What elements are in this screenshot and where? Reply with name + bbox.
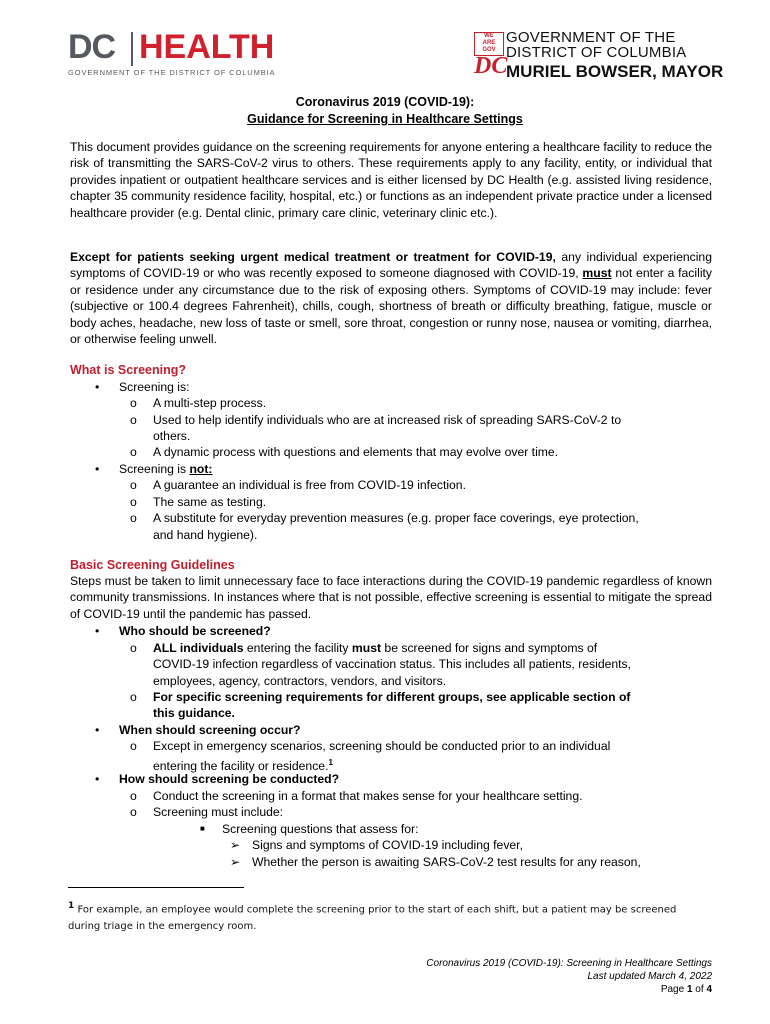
not-item-3: A substitute for everyday prevention measures (e.g. proper face coverings, eye protection, — [153, 511, 639, 525]
how-answer-1: Conduct the screening in a format that makes sense for your healthcare setting. — [153, 789, 583, 803]
page-prefix: Page — [660, 984, 687, 995]
footnote — [68, 898, 708, 935]
how-sub-sub-item-1: Signs and symptoms of COVID-19 including fever, — [252, 838, 523, 852]
who-answer-mid: entering the facility — [243, 641, 352, 655]
hollow-bullet-icon: o — [130, 495, 137, 509]
how-sub-item: Screening questions that assess for: — [222, 822, 419, 836]
when-question: When should screening occur? — [119, 723, 301, 737]
hollow-bullet-icon: o — [130, 789, 137, 803]
gov-logo-mayor: MURIEL BOWSER, MAYOR — [506, 62, 724, 81]
not-item-1: A guarantee an individual is free from COVID-19 infection. — [153, 478, 466, 492]
is-item-2-cont: others. — [153, 429, 191, 443]
gov-logo-dc-mark: DC — [474, 53, 508, 79]
who-question: Who should be screened? — [119, 624, 271, 638]
bullet-dot-icon: • — [95, 772, 100, 786]
bullet-dot-icon: • — [95, 624, 100, 638]
bullet-dot-icon: • — [95, 723, 100, 737]
bullet-dot-icon: • — [95, 380, 100, 394]
document-title: Coronavirus 2019 (COVID-19): — [295, 95, 475, 109]
who-must: must — [351, 641, 382, 655]
exception-must: must — [582, 266, 612, 281]
arrowhead-bullet-icon: ➢ — [230, 855, 241, 869]
not-item-2: The same as testing. — [153, 495, 267, 509]
how-question: How should screening be conducted? — [119, 772, 340, 786]
dc-logo-divider — [131, 32, 133, 66]
who-specific-line1: For specific screening requirements for different groups, see applicable section of — [153, 690, 631, 704]
footnote-text: For example, an employee would complete the screening prior to the start of each shift, but a patient may be screened during triage in the emergency room. — [68, 904, 677, 933]
not-item-3-cont: and hand hygiene). — [153, 528, 258, 542]
screening-is-not-prefix: Screening is — [119, 462, 190, 476]
arrowhead-bullet-icon: ➢ — [230, 838, 241, 852]
hollow-bullet-icon: o — [130, 478, 137, 492]
what-is-screening-heading: What is Screening? — [70, 363, 186, 377]
footer-page-number — [661, 984, 712, 997]
hollow-bullet-icon: o — [130, 739, 137, 753]
is-item-3: A dynamic process with questions and elements that may evolve over time. — [153, 445, 559, 459]
exception-text-2: not enter a facility or residence under any circumstance due to the risk of exposing others. Symptoms of COVID-19 may include: fever (subjective or 100.4 degrees Fahrenheit), chills, cough, shortness of breath or difficulty breathing, fatigue, muscle or body aches, headache, new loss of taste or smell, sore throat, congestion or runny nose, nausea or vomiting, diarrhea, or otherwise feeling unwell. — [70, 266, 713, 347]
intro-paragraph: This document provides guidance on the screening requirements for anyone entering a healthcare facility to reduce the risk of transmitting the SARS-CoV-2 virus to others. These requirements apply to any facility, entity, or individual that provides inpatient or outpatient healthcare services and is either licensed by DC Health (e.g. assisted living residence, chapter 35 community residence facility, hospital, etc.) or functions as an independent private practice under a licensed healthcare provider (e.g. Dental clinic, primary care clinic, veterinary clinic etc.). — [70, 140, 712, 220]
when-answer-line1: Except in emergency scenarios, screening should be conducted prior to an individual — [153, 739, 611, 753]
how-sub-sub-item-2: Whether the person is awaiting SARS-CoV-2 test results for any reason, — [252, 855, 641, 869]
who-answer-line3: employees, agency, contractors, vendors, and visitors. — [153, 674, 447, 688]
dc-logo-health: HEALTH — [139, 28, 275, 66]
hollow-bullet-icon: o — [130, 413, 137, 427]
square-bullet-icon: ■ — [200, 824, 205, 833]
dc-government-logo — [474, 30, 734, 82]
is-item-1: A multi-step process. — [153, 396, 267, 410]
basic-guidelines-paragraph: Steps must be taken to limit unnecessary face to face interactions during the COVID-19 pandemic regardless of known community transmissions. In instances where that is not possible, effective screening is essential to mitigate the spread of COVID-19 until the pandemic has passed. — [70, 574, 712, 621]
page-total: 4 — [706, 984, 712, 995]
hollow-bullet-icon: o — [130, 396, 137, 410]
footnote-number: 1 — [68, 901, 75, 911]
who-answer-line1 — [153, 640, 597, 656]
page-of: of — [692, 984, 707, 995]
who-all-individuals: ALL individuals — [153, 641, 244, 655]
document-subtitle-text: Guidance for Screening in Healthcare Settings — [247, 112, 523, 126]
bullet-dot-icon: • — [95, 462, 100, 476]
hollow-bullet-icon: o — [130, 690, 137, 704]
who-answer-line2: COVID-19 infection regardless of vaccination status. This includes all patients, residents, — [153, 657, 632, 671]
bullet-screening-is — [95, 379, 99, 395]
is-item-2: Used to help identify individuals who are at increased risk of spreading SARS-CoV-2 to — [153, 413, 622, 427]
gov-logo-line1: GOVERNMENT OF THE — [506, 29, 676, 46]
gov-logo-line2: DISTRICT OF COLUMBIA — [506, 44, 687, 61]
hollow-bullet-icon: o — [130, 805, 137, 819]
hollow-bullet-icon: o — [130, 511, 137, 525]
dc-logo-dc: DC — [68, 28, 116, 66]
footnote-ref[interactable]: 1 — [328, 758, 333, 767]
screening-not-word: not: — [189, 462, 213, 476]
footer-doc-title: Coronavirus 2019 (COVID-19): Screening in Healthcare Settings — [426, 958, 712, 969]
who-answer-rest: be screened for signs and symptoms of — [381, 641, 598, 655]
footer-last-updated: Last updated March 4, 2022 — [587, 971, 712, 982]
hollow-bullet-icon: o — [130, 641, 137, 655]
screening-is-label: Screening is: — [119, 380, 190, 394]
screening-is-not-label — [119, 461, 212, 477]
who-specific-line2: this guidance. — [153, 706, 235, 720]
footnote-divider — [68, 887, 244, 888]
exception-text-1: any individual experiencing symptoms of COVID-19 or who was recently exposed to someone diagnosed with COVID-19, — [70, 250, 712, 281]
exception-paragraph — [70, 249, 712, 347]
exception-bold-lead: Except for patients seeking urgent medical treatment or treatment for COVID-19, — [70, 250, 556, 264]
hollow-bullet-icon: o — [130, 445, 137, 459]
basic-guidelines-heading: Basic Screening Guidelines — [70, 558, 235, 572]
dc-logo-subtitle: GOVERNMENT OF THE DISTRICT OF COLUMBIA — [68, 68, 276, 77]
page-current: 1 — [686, 984, 693, 995]
how-answer-2: Screening must include: — [153, 805, 284, 819]
document-subtitle — [0, 111, 770, 128]
when-answer-text: entering the facility or residence. — [153, 759, 329, 774]
we-are-government-badge: WE ARE GOV — [474, 32, 504, 56]
